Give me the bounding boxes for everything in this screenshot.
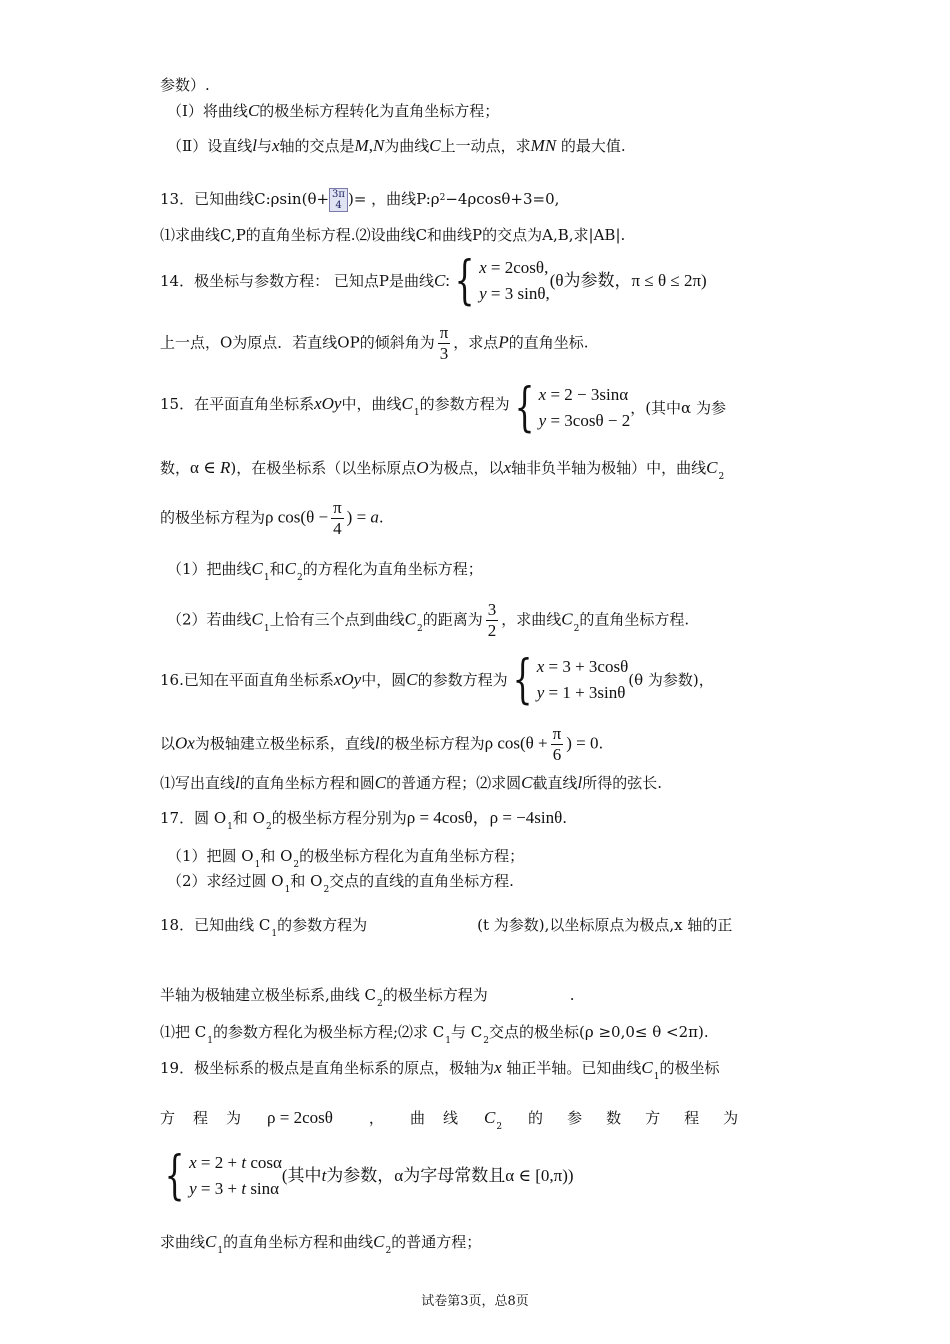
text-line: 以Ox为极轴建立极坐标系，直线l的极坐标方程为ρ cos(θ + $\frac{\pi}{6}$ ) = 0. <box>160 724 604 764</box>
text-line: （2）若曲线$C_1$上恰有三个点到曲线$C_2$的距离为 $\frac{3}{2}$ ，求曲线$C_2$的直角坐标方程. <box>167 600 690 640</box>
question-17: 17．圆 $O_1$和 $O_2$的极坐标方程分别为ρ = 4cosθ，ρ = −4sinθ. <box>160 808 568 832</box>
text-line: （Ⅱ）设直线l与x轴的交点是M,N为曲线C上一动点，求MN 的最大值. <box>167 136 626 155</box>
text-line: ⑴把 $C_1$的参数方程化为极坐标方程;⑵求 $C_1$与 $C_2$交点的极坐标(ρ ≥0,0≤ θ <2π). <box>160 1023 709 1046</box>
text-line: （1）把圆 $O_1$和 $O_2$的极坐标方程化为直角坐标方程； <box>167 847 525 870</box>
text-line: （2）求经过圆 $O_1$和 $O_2$交点的直线的直角坐标方程. <box>167 872 514 895</box>
question-14: 14．极坐标与参数方程： 已知点P是曲线C: { x = 2cosθ, y = 3 sinθ, (θ为参数，π ≤ θ ≤ 2π) <box>160 251 707 311</box>
text-line: 半轴为极轴建立极坐标系,曲线 $C_2$的极坐标方程为 . <box>160 986 575 1009</box>
question-14-cont: 上一点，O为原点．若直线OP的倾斜角为 $\frac{\pi}{3}$ ，求点P的直角坐标. <box>160 323 589 363</box>
fraction-image: 3π 4 <box>329 188 348 212</box>
question-18: 18．已知曲线 $C_1$的参数方程为 (t 为参数),以坐标原点为极点,x 轴的正 <box>160 916 733 939</box>
text-line: （1）把曲线$C_1$和$C_2$的方程化为直角坐标方程； <box>167 559 483 583</box>
text-line: ⑴写出直线l的直角坐标方程和圆C的普通方程；⑵求圆C截直线l所得的弦长. <box>160 773 662 792</box>
question-19: 19．极坐标系的极点是直角坐标系的原点，极轴为x 轴正半轴。已知曲线$C_1$的极坐标 <box>160 1058 720 1082</box>
text-line: 数，α ∈ R)，在极坐标系（以坐标原点O为极点，以x轴非负半轴为极轴）中，曲线$C_2$ <box>160 458 725 482</box>
question-13-parts: ⑴求曲线C,P的直角坐标方程.⑵设曲线C和曲线P的交点为A,B,求|AB|. <box>160 226 626 244</box>
question-15: 15．在平面直角坐标系xOy中，曲线$C_1$的参数方程为 { x = 2 − 3sinα y = 3cosθ − 2 ，(其中α 为参 <box>160 378 726 438</box>
text-line: 求曲线$C_1$的直角坐标方程和曲线$C_2$的普通方程； <box>160 1232 482 1256</box>
text-line: 的极坐标方程为ρ cos(θ − $\frac{\pi}{4}$ ) = a. <box>160 498 384 538</box>
question-13: 13．已知曲线C:ρsin(θ+ 3π 4 )= ，曲线$P:\rho^2-4\rho\cos\theta+3=0$, <box>160 189 560 211</box>
text-line: 参数）. <box>160 76 210 94</box>
question-16: 16.已知在平面直角坐标系xOy中，圆C的参数方程为 { x = 3 + 3cosθ y = 1 + 3sinθ (θ 为参数)， <box>160 650 714 710</box>
page-footer: 试卷第3页，总8页 <box>421 1294 529 1309</box>
text-line: 方 程 为 ρ = 2cosθ ， 曲 线 $C_2$ 的 参 数 方 程 为 <box>160 1108 739 1132</box>
text-line: （I）将曲线C的极坐标方程转化为直角坐标方程； <box>167 101 500 120</box>
question-19-system: { x = 2 + t cosα y = 3 + t sinα (其中t为参数，α为字母常数且α ∈ [0,π)) <box>164 1146 574 1206</box>
